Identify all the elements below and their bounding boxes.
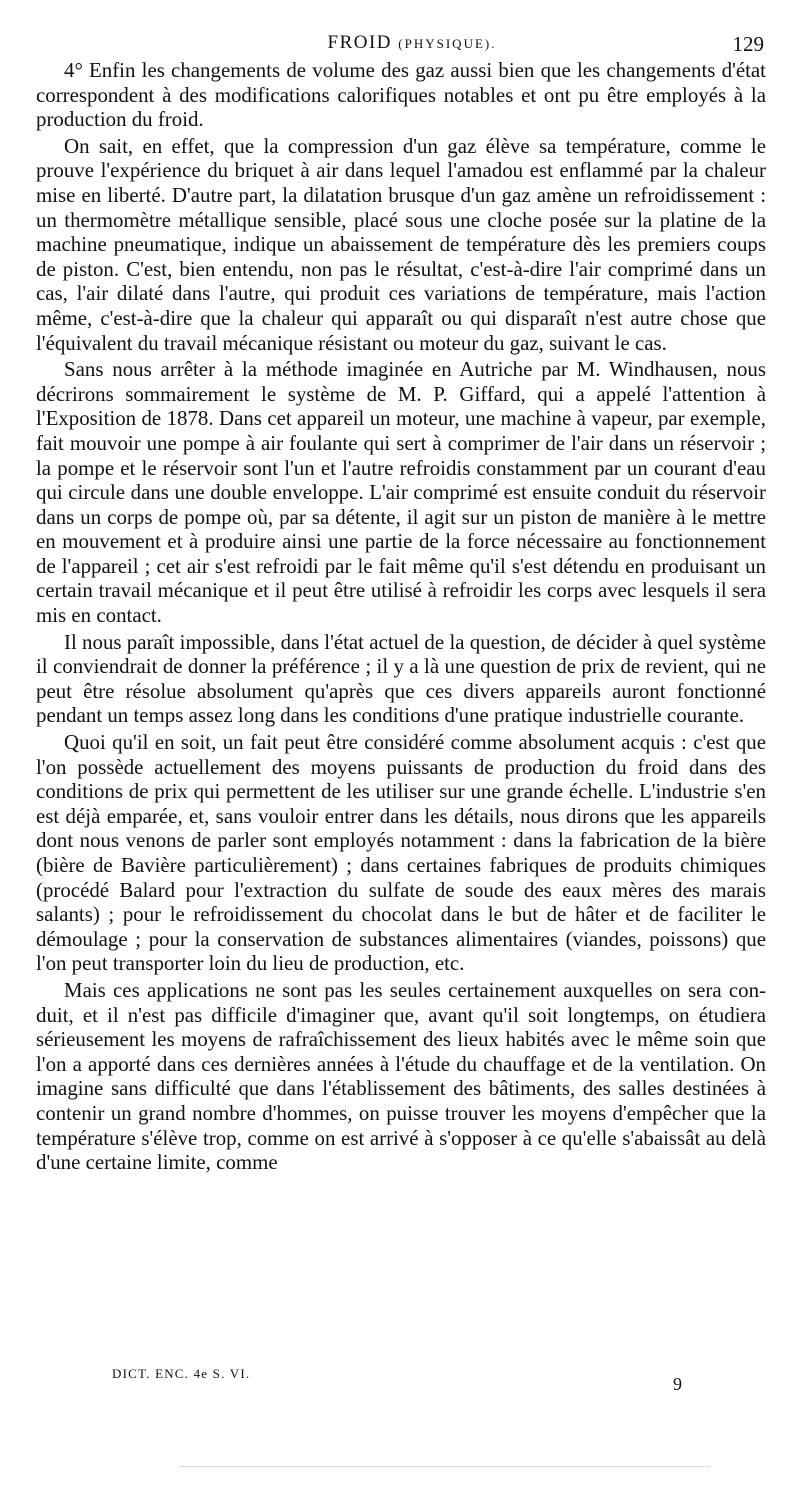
running-head: [60, 30, 764, 56]
header-subtitle: (PHYSIQUE).: [398, 36, 497, 51]
page-number: 129: [732, 32, 764, 56]
paragraph: Quoi qu'il en soit, un fait peut être considéré comme absolument acquis : c'est que l'on possède actuellement des moyens puissants de production du froid dans des conditions de prix qui permettent de les utiliser sur une grande échelle. L'industrie s'en est déjà emparée, et, sans vouloir entrer dans les détails, nous dirons que les appareils dont nous venons de parler sont employés notamment : dans la fabrication de la bière (bière de Bavière particulièrement) ; dans certaines fabriques de produits chimiques (procédé Balard pour l'extraction du sulfate de soude des eaux mères des marais salants) ; pour le refroidissement du chocolat dans le but de hâter et de faciliter le démoulage ; pour la conservation de substances alimentaires (viandes, poissons) que l'on peut transporter loin du lieu de production, etc.: [36, 730, 766, 976]
paragraph: On sait, en effet, que la compression d'un gaz élève sa température, comme le prouve l'expérience du briquet à air dans lequel l'amadou est enflammé par la chaleur mise en liberté. D'autre part, la dilatation brusque d'un gaz amène un refroidissement : un thermomètre métallique sensible, placé sous une cloche posée sur la platine de la machine pneumatique, indique un abaissement de température dès les premiers coups de piston. C'est, bien entendu, non pas le résultat, c'est-à-dire l'air comprimé dans un cas, l'air dilaté dans l'autre, qui produit ces variations de température, mais l'action même, c'est-à-dire que la chaleur qui apparaît ou qui disparaît n'est autre chose que l'équivalent du travail mécanique résistant ou moteur du gaz, suivant le cas.: [36, 133, 766, 355]
paragraph: Mais ces applications ne sont pas les seules certainement auxquelles on sera conduit, et il n'est pas difficile d'imaginer que, avant qu'il soit longtemps, on étudiera sérieusement les moyens de rafraîchissement des lieux habités avec le même soin que l'on a apporté dans ces dernières années à l'étude du chauffage et de la ventilation. On imagine sans difficulté que dans l'établissement des bâtiments, des salles destinées à contenir un grand nombre d'hommes, on puisse trouver les moyens d'empêcher que la température s'élève trop, comme on est arrivé à s'opposer à ce qu'elle s'abaissât au delà d'une certaine limite, comme: [36, 977, 766, 1175]
paragraph: Il nous paraît impossible, dans l'état actuel de la question, de décider à quel système il conviendrait de donner la préférence ; il y a là une question de prix de revient, qui ne peut être résolue absolument qu'après que ces divers appareils auront fonctionné pendant un temps assez long dans les conditions d'une pratique industrielle courante.: [36, 629, 766, 728]
page-footer: [112, 1366, 682, 1394]
paragraph: 4° Enfin les changements de volume des gaz aussi bien que les changements d'état correspondent à des modifications calorifiques notables et ont pu être employés à la production du froid.: [36, 58, 766, 132]
scan-artifact-line: [180, 1466, 710, 1467]
running-title: [60, 32, 764, 54]
header-title: FROID: [327, 32, 393, 53]
paragraph: Sans nous arrêter à la méthode imaginée en Autriche par M. Windhausen, nous décrirons sommairement le système de M. P. Giffard, qui a appelé l'attention à l'Exposition de 1878. Dans cet appareil un moteur, une machine à vapeur, par exemple, fait mouvoir une pompe à air foulante qui sert à comprimer de l'air dans un réservoir ; la pompe et le réservoir sont l'un et l'autre refroidis constamment par un courant d'eau qui circule dans une double enveloppe. L'air comprimé est ensuite conduit du réservoir dans un corps de pompe où, par sa détente, il agit sur un piston de manière à le mettre en mouvement et à produire ainsi une partie de la force nécessaire au fonctionnement de l'appareil ; cet air s'est refroidi par le fait même qu'il s'est détendu en produisant un certain travail mécanique et il peut être utilisé à refroidir les corps avec lesquels il sera mis en contact.: [36, 357, 766, 628]
body-text: [36, 58, 766, 1177]
printer-signature: DICT. ENC. 4e S. VI.: [112, 1366, 251, 1381]
signature-mark: 9: [673, 1374, 682, 1394]
